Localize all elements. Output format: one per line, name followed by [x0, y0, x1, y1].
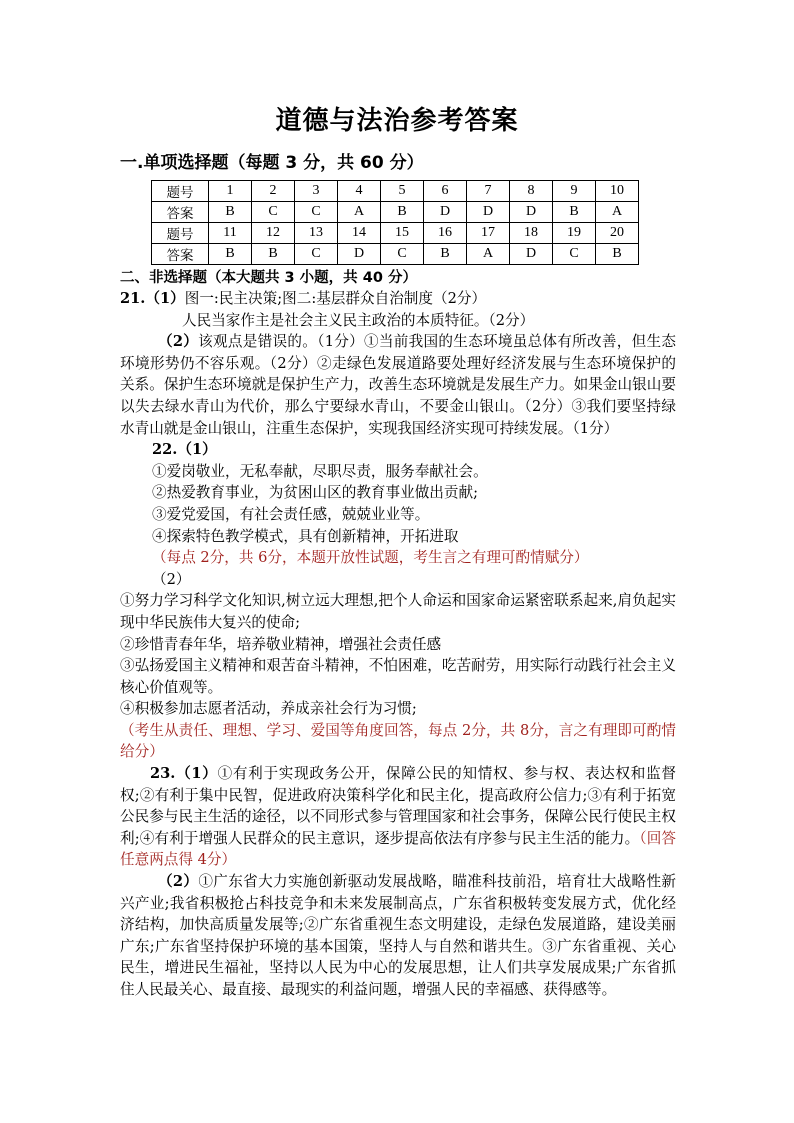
q21-part1-line2: 人民当家作主是社会主义民主政治的本质特征。（2分）	[182, 311, 535, 329]
table-row-answers	[152, 202, 639, 223]
table-cell: D	[510, 202, 553, 223]
table-cell: 14	[338, 223, 381, 244]
table-row-numbers	[152, 181, 639, 202]
table-cell: B	[381, 202, 424, 223]
answer-text: 该观点是错误的。（1分）①当前我国的生态环境虽总体有所改善，但生态环境形势仍不容乐观。（2分）②走绿色发展道路要处理好经济发展与生态环境保护的关系。保护生态环境就是保护生产力，改善生态环境就是发展生产力。如果金山银山要以失去绿水青山为代价，那么宁要绿水青山，不要金山银山。（2分）③我们要坚持绿水青山就是金山银山，注重生态保护，实现我国经济实现可持续发展。（1分）	[120, 333, 676, 437]
answer-table	[151, 180, 639, 265]
list-item: ②珍惜青春年华，培养敬业精神，增强社会责任感	[120, 635, 442, 653]
table-cell: B	[424, 244, 467, 265]
scoring-note: （回答任意两点得 4分）	[120, 829, 677, 869]
table-cell: C	[252, 202, 295, 223]
table-cell: B	[209, 244, 252, 265]
q22-part1-label: 22.（1）	[152, 441, 217, 459]
part-label: （1）	[145, 290, 185, 307]
section1-heading: 一.单项选择题（每题 3 分，共 60 分）	[120, 153, 424, 173]
table-cell: 20	[596, 223, 639, 244]
table-cell: C	[381, 244, 424, 265]
table-cell: 4	[338, 181, 381, 202]
table-cell: 12	[252, 223, 295, 244]
answers-body	[120, 288, 676, 1001]
scoring-note: （考生从责任、理想、学习、爱国等角度回答，每点 2分，共 8分，言之有理即可酌情给分）	[120, 721, 676, 761]
table-cell: 16	[424, 223, 467, 244]
table-cell: C	[295, 244, 338, 265]
table-cell: D	[338, 244, 381, 265]
part-label: （1）	[175, 765, 218, 783]
list-item: ③爱党爱国，有社会责任感，兢兢业业等。	[152, 505, 430, 523]
row-label: 答案	[152, 244, 209, 265]
table-cell: 6	[424, 181, 467, 202]
table-cell: 1	[209, 181, 252, 202]
table-cell: 2	[252, 181, 295, 202]
table-cell: 8	[510, 181, 553, 202]
answer-text: ①有利于实现政务公开，保障公民的知情权、参与权、表达权和监督权;②有利于集中民智，促进政府决策科学化和民主化，提高政府公信力;③有利于拓宽公民参与民主生活的途径，以不同形式参与管理国家和社会事务，保障公民行使民主权利;④有利于增强人民群众的民主意识，逐步提高依法有序参与民主生活的能力。	[120, 765, 676, 847]
section2-heading: 二、非选择题（本大题共 3 小题，共 40 分）	[120, 270, 417, 286]
row-label: 答案	[152, 202, 209, 223]
table-cell: 10	[596, 181, 639, 202]
table-cell: A	[338, 202, 381, 223]
list-item: ②热爱教育事业，为贫困山区的教育事业做出贡献;	[152, 484, 478, 502]
page-title: 道德与法治参考答案	[275, 106, 519, 136]
table-cell: A	[467, 244, 510, 265]
table-cell: B	[209, 202, 252, 223]
table-cell: 3	[295, 181, 338, 202]
q23-part2	[120, 871, 676, 1001]
table-cell: B	[596, 244, 639, 265]
table-cell: D	[424, 202, 467, 223]
part-label: （2）	[158, 873, 199, 891]
table-cell: 13	[295, 223, 338, 244]
table-cell: D	[510, 244, 553, 265]
row-label: 题号	[152, 181, 209, 202]
table-cell: 15	[381, 223, 424, 244]
table-cell: A	[596, 202, 639, 223]
q21-part2	[120, 331, 676, 439]
row-label: 题号	[152, 223, 209, 244]
answer-text: ①广东省大力实施创新驱动发展战略，瞄准科技前沿，培育壮大战略性新兴产业;我省积极抢占科技竞争和未来发展制高点，广东省积极转变发展方式，优化经济结构，加快高质量发展等;②广东省重视生态文明建设，走绿色发展道路，建设美丽广东;广东省坚持保护环境的基本国策，坚持人与自然和谐共生。③广东省重视、关心民生，增进民生福祉，坚持以人民为中心的发展思想，让人们共享发展成果;广东省抓住人民最关心、最直接、最现实的利益问题，增强人民的幸福感、获得感等。	[120, 873, 676, 998]
part-label: （2）	[158, 333, 199, 351]
question-number: 23.	[150, 765, 176, 783]
table-cell: C	[295, 202, 338, 223]
q21-part1	[120, 288, 676, 310]
table-cell: 7	[467, 181, 510, 202]
table-cell: 9	[553, 181, 596, 202]
q22-part2-label: （2）	[152, 570, 191, 588]
table-cell: 18	[510, 223, 553, 244]
table-cell: C	[553, 244, 596, 265]
table-cell: 11	[209, 223, 252, 244]
table-row-numbers	[152, 223, 639, 244]
table-cell: D	[467, 202, 510, 223]
table-cell: 17	[467, 223, 510, 244]
question-number: 21.	[120, 290, 146, 307]
q23-part1	[120, 763, 676, 871]
list-item: ①爱岗敬业，无私奉献，尽职尽责，服务奉献社会。	[152, 462, 488, 480]
answer-text: 图一:民主决策;图二:基层群众自治制度（2分）	[184, 290, 487, 307]
table-cell: 19	[553, 223, 596, 244]
list-item: ①努力学习科学文化知识,树立远大理想,把个人命运和国家命运紧密联系起来,肩负起实现中华民族伟大复兴的使命;	[120, 592, 676, 631]
list-item: ③弘扬爱国主义精神和艰苦奋斗精神，不怕困难，吃苦耐劳，用实际行动践行社会主义核心价值观等。	[120, 657, 676, 696]
table-cell: B	[553, 202, 596, 223]
list-item: ④积极参加志愿者活动，养成亲社会行为习惯;	[120, 700, 417, 718]
table-cell: B	[252, 244, 295, 265]
table-row-answers	[152, 244, 639, 265]
table-cell: 5	[381, 181, 424, 202]
scoring-note: （每点 2分，共 6分，本题开放性试题，考生言之有理可酌情赋分）	[152, 549, 589, 567]
list-item: ④探索特色教学模式，具有创新精神，开拓进取	[152, 527, 459, 545]
